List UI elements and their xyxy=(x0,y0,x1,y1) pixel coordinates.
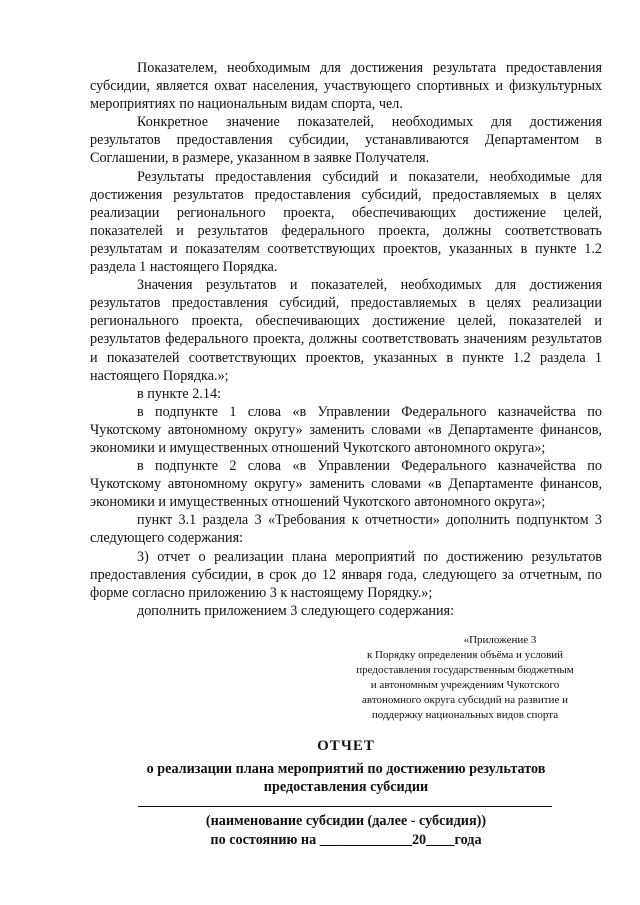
subsidy-name-underline xyxy=(138,806,552,807)
appendix-line: и автономным учреждениям Чукотского xyxy=(370,679,560,691)
appendix-line: «Приложение 3 xyxy=(463,634,537,646)
paragraph-indicator: Показателем, необходимым для достижения результата предоставления субсидии, является охват населения, участвующего спортивных и физкультурных мероприятиях по национальным видам спорта, чел. xyxy=(90,60,602,113)
paragraph-point-2-14: в пункте 2.14: xyxy=(137,385,222,402)
paragraph-subpoint-1: в подпункте 1 слова «в Управлении Федерального казначейства по Чукотскому автономному округу» заменить словами «в Департаменте финансов, экономики и имущественных отношений Чукотского автономного округа»; xyxy=(90,403,602,456)
subsidy-name-caption: (наименование субсидии (далее - субсидия)) xyxy=(205,813,487,829)
appendix-header xyxy=(334,633,596,723)
report-subtitle-line: о реализации плана мероприятий по достижению результатов xyxy=(146,761,546,777)
appendix-line: предоставления государственным бюджетным xyxy=(356,664,574,676)
paragraph-results-regional: Результаты предоставления субсидий и показатели, необходимые для достижения результатов предоставления субсидий, предоставляемых в целях реализации регионального проекта, обеспечивающих достижение целей, показателей и результатов федерального проекта, должны соответствовать результатам и показателям соответствующих проектов, указанных в пункте 1.2 раздела 1 настоящего Порядка. xyxy=(90,168,602,276)
body-text xyxy=(90,59,602,620)
paragraph-indicator-values: Конкретное значение показателей, необходимых для достижения результатов предоставления субсидии, устанавливаются Департаментом в Соглашении, в размере, указанном в заявке Получателя. xyxy=(90,114,602,167)
report-as-of-date: по состоянию на _____________20____года xyxy=(210,832,482,848)
paragraph-point-3-1: пункт 3.1 раздела 3 «Требования к отчетности» дополнить подпунктом 3 следующего содержания: xyxy=(90,512,602,547)
paragraph-subpoint-2: в подпункте 2 слова «в Управлении Федерального казначейства по Чукотскому автономному округу» заменить словами «в Департаменте финансов, экономики и имущественных отношений Чукотского автономного округа»; xyxy=(90,458,602,511)
appendix-line: поддержку национальных видов спорта xyxy=(371,709,559,721)
appendix-line: к Порядку определения объёма и условий xyxy=(366,649,564,661)
paragraph-report-requirement: 3) отчет о реализации плана мероприятий по достижению результатов предоставления субсидии, в срок до 12 января года, следующего за отчетным, по форме согласно приложению 3 к настоящему Порядку.»; xyxy=(90,548,602,601)
appendix-line: автономного округа субсидий на развитие и xyxy=(362,694,568,706)
paragraph-values-regional: Значения результатов и показателей, необходимых для достижения результатов предоставления субсидий, предоставляемых в целях реализации регионального проекта, обеспечивающих достижение целей, показателей и результатов федерального проекта, должны соответствовать значениям результатов и показателей соответствующих проектов, указанных в пункте 1.2 раздела 1 настоящего Порядка.»; xyxy=(90,277,602,384)
paragraph-add-appendix: дополнить приложением 3 следующего содержания: xyxy=(137,602,455,619)
report-subtitle xyxy=(90,760,602,796)
report-subtitle-line: предоставления субсидии xyxy=(263,779,429,795)
report-title: ОТЧЕТ xyxy=(317,738,375,754)
